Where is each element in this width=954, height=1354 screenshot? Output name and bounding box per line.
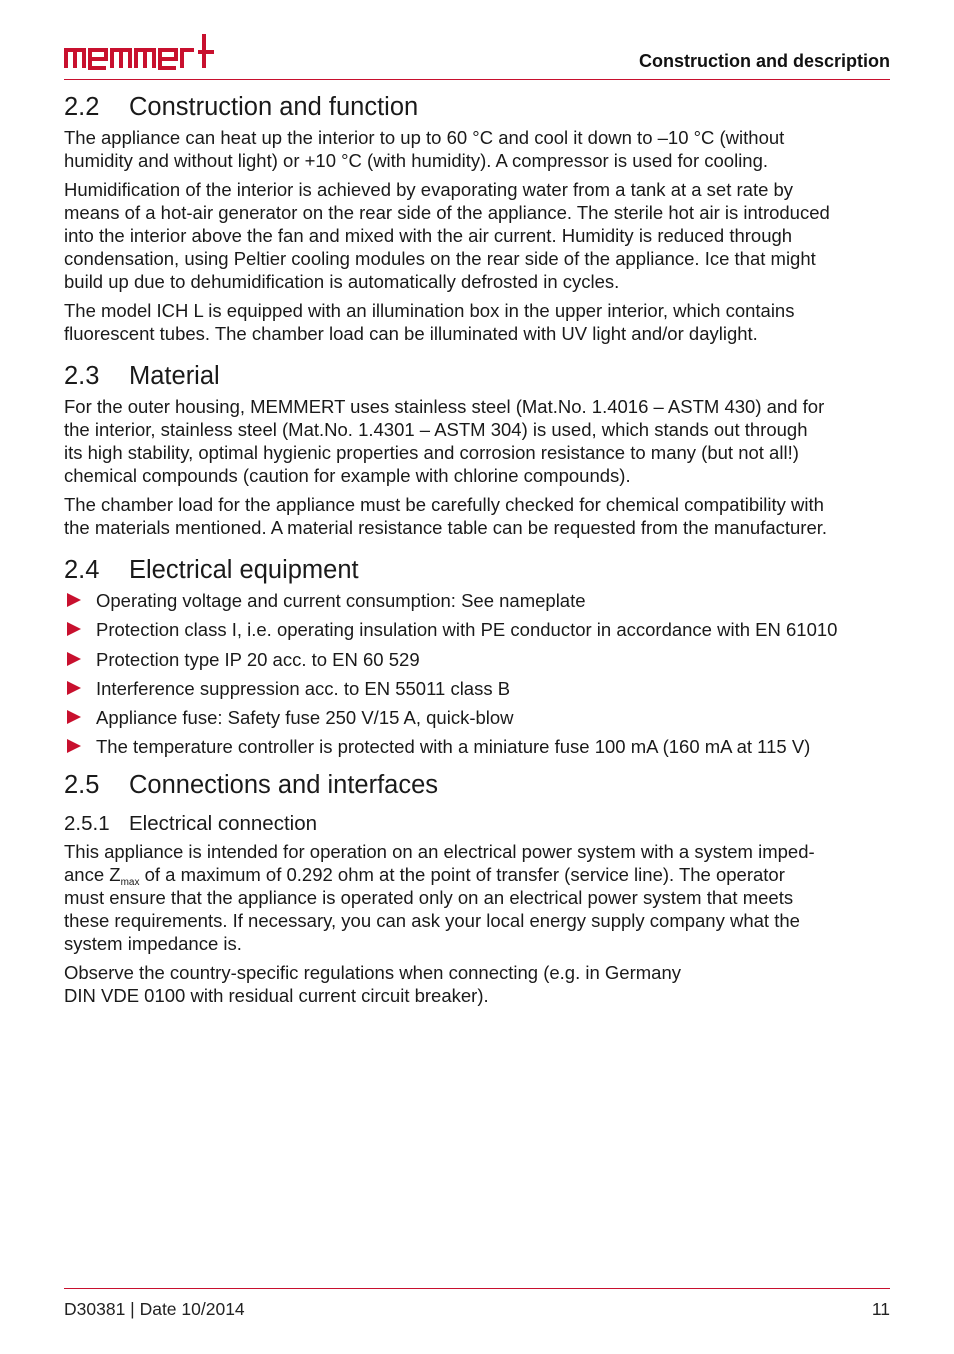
bullet-arrow-icon xyxy=(67,710,81,724)
paragraph: Observe the country-specific regulations when connecting (e.g. in Germany DIN VDE 0100 with residual current circuit breaker). xyxy=(64,962,681,1007)
memmert-logo xyxy=(64,32,216,72)
paragraph-text: of a maximum of 0.292 ohm at the point of transfer (service line). The operator must ensure that the appliance is operated only on an electrical power system that meets these requirements. If necessary, you can ask your local energy supply company what the system impedance is. xyxy=(64,864,800,955)
paragraph xyxy=(64,840,890,955)
section-number: 2.2 xyxy=(64,93,100,121)
electrical-equipment-list xyxy=(64,589,890,758)
subsection-heading-2-5-1 xyxy=(64,810,890,838)
section-title: Material xyxy=(129,362,220,390)
list-item xyxy=(64,677,890,700)
page-number: 11 xyxy=(871,1299,890,1319)
section-heading-2-2 xyxy=(64,90,890,124)
section-heading-2-4 xyxy=(64,553,890,587)
subsection-number: 2.5.1 xyxy=(64,812,110,836)
section-number: 2.5 xyxy=(64,771,100,800)
list-item-text: Interference suppression acc. to EN 55011 class B xyxy=(96,677,511,699)
section-title: Connections and interfaces xyxy=(129,771,439,800)
list-item-text: Protection type IP 20 acc. to EN 60 529 xyxy=(96,648,420,670)
page-footer xyxy=(64,1288,890,1328)
section-number: 2.4 xyxy=(64,556,100,584)
list-item-text: Appliance fuse: Safety fuse 250 V/15 A, quick-blow xyxy=(96,707,514,729)
section-title: Construction and function xyxy=(129,93,419,121)
paragraph: The appliance can heat up the interior to up to 60 °C and cool it down to –10 °C (without humidity and without light) or +10 °C (with humidity). A compressor is used for cooling. xyxy=(64,127,785,171)
page-header xyxy=(64,30,890,80)
bullet-arrow-icon xyxy=(67,739,81,753)
header-title: Construction and description xyxy=(638,51,890,71)
list-item xyxy=(64,618,890,641)
subscript-max: max xyxy=(120,877,140,889)
paragraph-text: This appliance is intended for operation on an electrical power system with a system imped- ance Z xyxy=(64,841,815,886)
section-title: Electrical equipment xyxy=(129,556,359,584)
bullet-arrow-icon xyxy=(67,622,81,636)
paragraph: The model ICH L is equipped with an illumination box in the upper interior, which contains fluorescent tubes. The chamber load can be illuminated with UV light and/or daylight. xyxy=(64,300,795,344)
bullet-arrow-icon xyxy=(67,593,81,607)
list-item-text: Operating voltage and current consumption: See nameplate xyxy=(96,590,586,611)
subsection-title: Electrical connection xyxy=(129,812,318,836)
list-item-text: Protection class I, i.e. operating insulation with PE conductor in accordance with EN 61010 xyxy=(96,619,838,641)
paragraph: Humidification of the interior is achieved by evaporating water from a tank at a set rate by means of a hot-air generator on the rear side of the appliance. The sterile hot air is introduced into the interior above the fan and mixed with the air current. Humidity is reduced through condensation, using Peltier cooling modules on the rear side of the appliance. Ice that might build up due to dehumidification is automatically defrosted in cycles. xyxy=(64,179,830,292)
page-content xyxy=(64,90,890,1013)
bullet-arrow-icon xyxy=(67,652,81,666)
document-info: D30381 | Date 10/2014 xyxy=(64,1299,245,1319)
list-item-text: The temperature controller is protected with a miniature fuse 100 mA (160 mA at 115 V) xyxy=(96,736,811,758)
list-item xyxy=(64,735,890,758)
bullet-arrow-icon xyxy=(67,681,81,695)
section-heading-2-3 xyxy=(64,359,890,393)
section-number: 2.3 xyxy=(64,362,100,390)
list-item xyxy=(64,648,890,671)
section-heading-2-5 xyxy=(64,768,890,802)
paragraph: For the outer housing, MEMMERT uses stainless steel (Mat.No. 1.4016 – ASTM 430) and for the interior, stainless steel (Mat.No. 1.4301 – ASTM 304) is used, which stands out through its high stability, optimal hygienic properties and corrosion resistance to many (but not all!) chemical compounds (caution for example with chlorine compounds). xyxy=(64,396,825,486)
list-item xyxy=(64,706,890,729)
list-item xyxy=(64,589,890,612)
paragraph: The chamber load for the appliance must be carefully checked for chemical compatibility with the materials mentioned. A material resistance table can be requested from the manufacturer. xyxy=(64,494,828,538)
